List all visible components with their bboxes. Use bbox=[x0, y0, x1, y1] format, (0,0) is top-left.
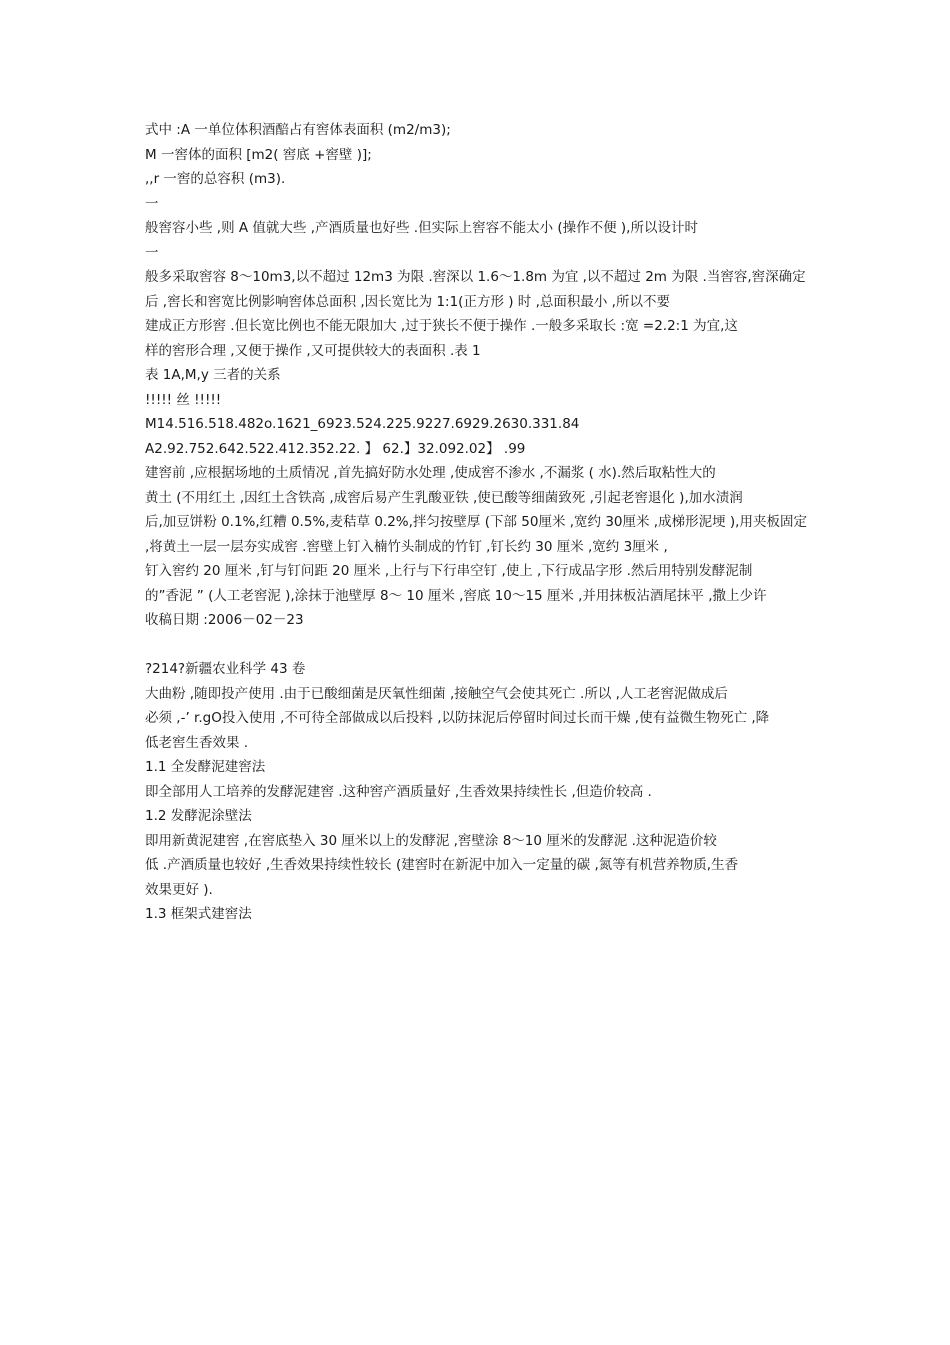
text-line: 建窖前 ,应根据场地的土质情况 ,首先搞好防水处理 ,使成窖不渗水 ,不漏浆 ( 水).然后取粘性大的 bbox=[145, 465, 716, 481]
text-line: 样的窖形合理 ,又便于操作 ,又可提供较大的表面积 .表 1 bbox=[145, 342, 481, 359]
section-heading: 1.3 框架式建窖法 bbox=[145, 906, 252, 922]
text-line: M 一窖体的面积 [m2( 窖底 +窖壁 )]; bbox=[145, 146, 372, 163]
section-heading: 1.2 发酵泥涂壁法 bbox=[145, 808, 252, 824]
text-line: 的”香泥 ” (人工老窖泥 ),涂抹于池壁厚 8～ 10 厘米 ,窖底 10～15 厘米 ,并用抹板沾酒尾抹平 ,撒上少许 bbox=[145, 587, 767, 604]
document-body bbox=[145, 118, 810, 927]
text-line: 黄土 (不用红土 ,因红土含铁高 ,成窖后易产生乳酸亚铁 ,使已酸等细菌致死 ,引起老窖退化 ),加水渍润 bbox=[145, 489, 743, 506]
text-line: 般多采取窖容 8～10m3,以不超过 12m3 为限 .窖深以 1.6～1.8m 为宜 ,以不超过 2m 为限 .当窖容,窖深确定后 ,窖长和窖宽比例影响窖体总面积 ,因长宽比为 1:1(正方形 ) 时 ,总面积最小 ,所以不要 bbox=[145, 269, 806, 310]
table-row: M14.516.518.482o.1621_6923.524.225.9227.6929.2630.331.84 bbox=[145, 416, 580, 432]
text-line: 后,加豆饼粉 0.1%,红糟 0.5%,麦秸草 0.2%,拌匀按壁厚 (下部 50厘米 ,宽约 30厘米 ,成梯形泥埂 ),用夹板固定 ,将黄土一层一层夯实成窖 .窖壁上钉入楠竹头制成的竹钉 ,钉长约 30 厘米 ,宽约 3厘米 , bbox=[145, 514, 807, 555]
text-line: 式中 :A 一单位体积酒醅占有窖体表面积 (m2/m3); bbox=[145, 122, 451, 138]
text-line: 低老窖生香效果 . bbox=[145, 734, 249, 751]
table-caption: 表 1A,M,y 三者的关系 bbox=[145, 367, 281, 383]
text-line: 一 bbox=[145, 244, 159, 261]
text-line: 大曲粉 ,随即投产使用 .由于已酸细菌是厌氧性细菌 ,接触空气会使其死亡 .所以 ,人工老窖泥做成后 bbox=[145, 685, 728, 702]
text-line: 低 .产酒质量也较好 ,生香效果持续性较长 (建窖时在新泥中加入一定量的碳 ,氮等有机营养物质,生香 bbox=[145, 857, 739, 873]
page-header: ?214?新疆农业科学 43 卷 bbox=[145, 661, 306, 677]
text-line: 钉入窖约 20 厘米 ,钉与钉问距 20 厘米 ,上行与下行串空钉 ,使上 ,下行成品字形 .然后用特别发酵泥制 bbox=[145, 563, 753, 579]
text-line: 效果更好 ). bbox=[145, 881, 213, 898]
table-row: A2.92.752.642.522.412.352.22. 】 62.】32.092.02】 .99 bbox=[145, 440, 526, 457]
table-row: !!!!! 丝 !!!!! bbox=[145, 391, 222, 408]
section-heading: 1.1 全发酵泥建窖法 bbox=[145, 759, 266, 775]
text-line: 必须 ,-’ r.gO投入使用 ,不可待全部做成以后投料 ,以防抹泥后停留时间过长而干燥 ,使有益微生物死亡 ,降 bbox=[145, 710, 770, 726]
text-line: 般窖容小些 ,则 A 值就大些 ,产酒质量也好些 .但实际上窖容不能太小 (操作不便 ),所以设计时 bbox=[145, 220, 698, 236]
received-date: 收稿日期 :2006－02－23 bbox=[145, 612, 304, 628]
text-line: ,,r 一窖的总容积 (m3). bbox=[145, 171, 286, 187]
text-line: 建成正方形窖 .但长宽比例也不能无限加大 ,过于狭长不便于操作 .一般多采取长 :宽 =2.2:1 为宜,这 bbox=[145, 318, 738, 334]
text-line: 即全部用人工培养的发酵泥建窖 .这种窖产酒质量好 ,生香效果持续性长 ,但造价较高 . bbox=[145, 783, 652, 800]
blank-line bbox=[145, 633, 810, 658]
text-line: 即用新黄泥建窖 ,在窖底垫入 30 厘米以上的发酵泥 ,窖壁涂 8～10 厘米的发酵泥 .这种泥造价较 bbox=[145, 832, 717, 849]
text-line: 一 bbox=[145, 195, 159, 212]
